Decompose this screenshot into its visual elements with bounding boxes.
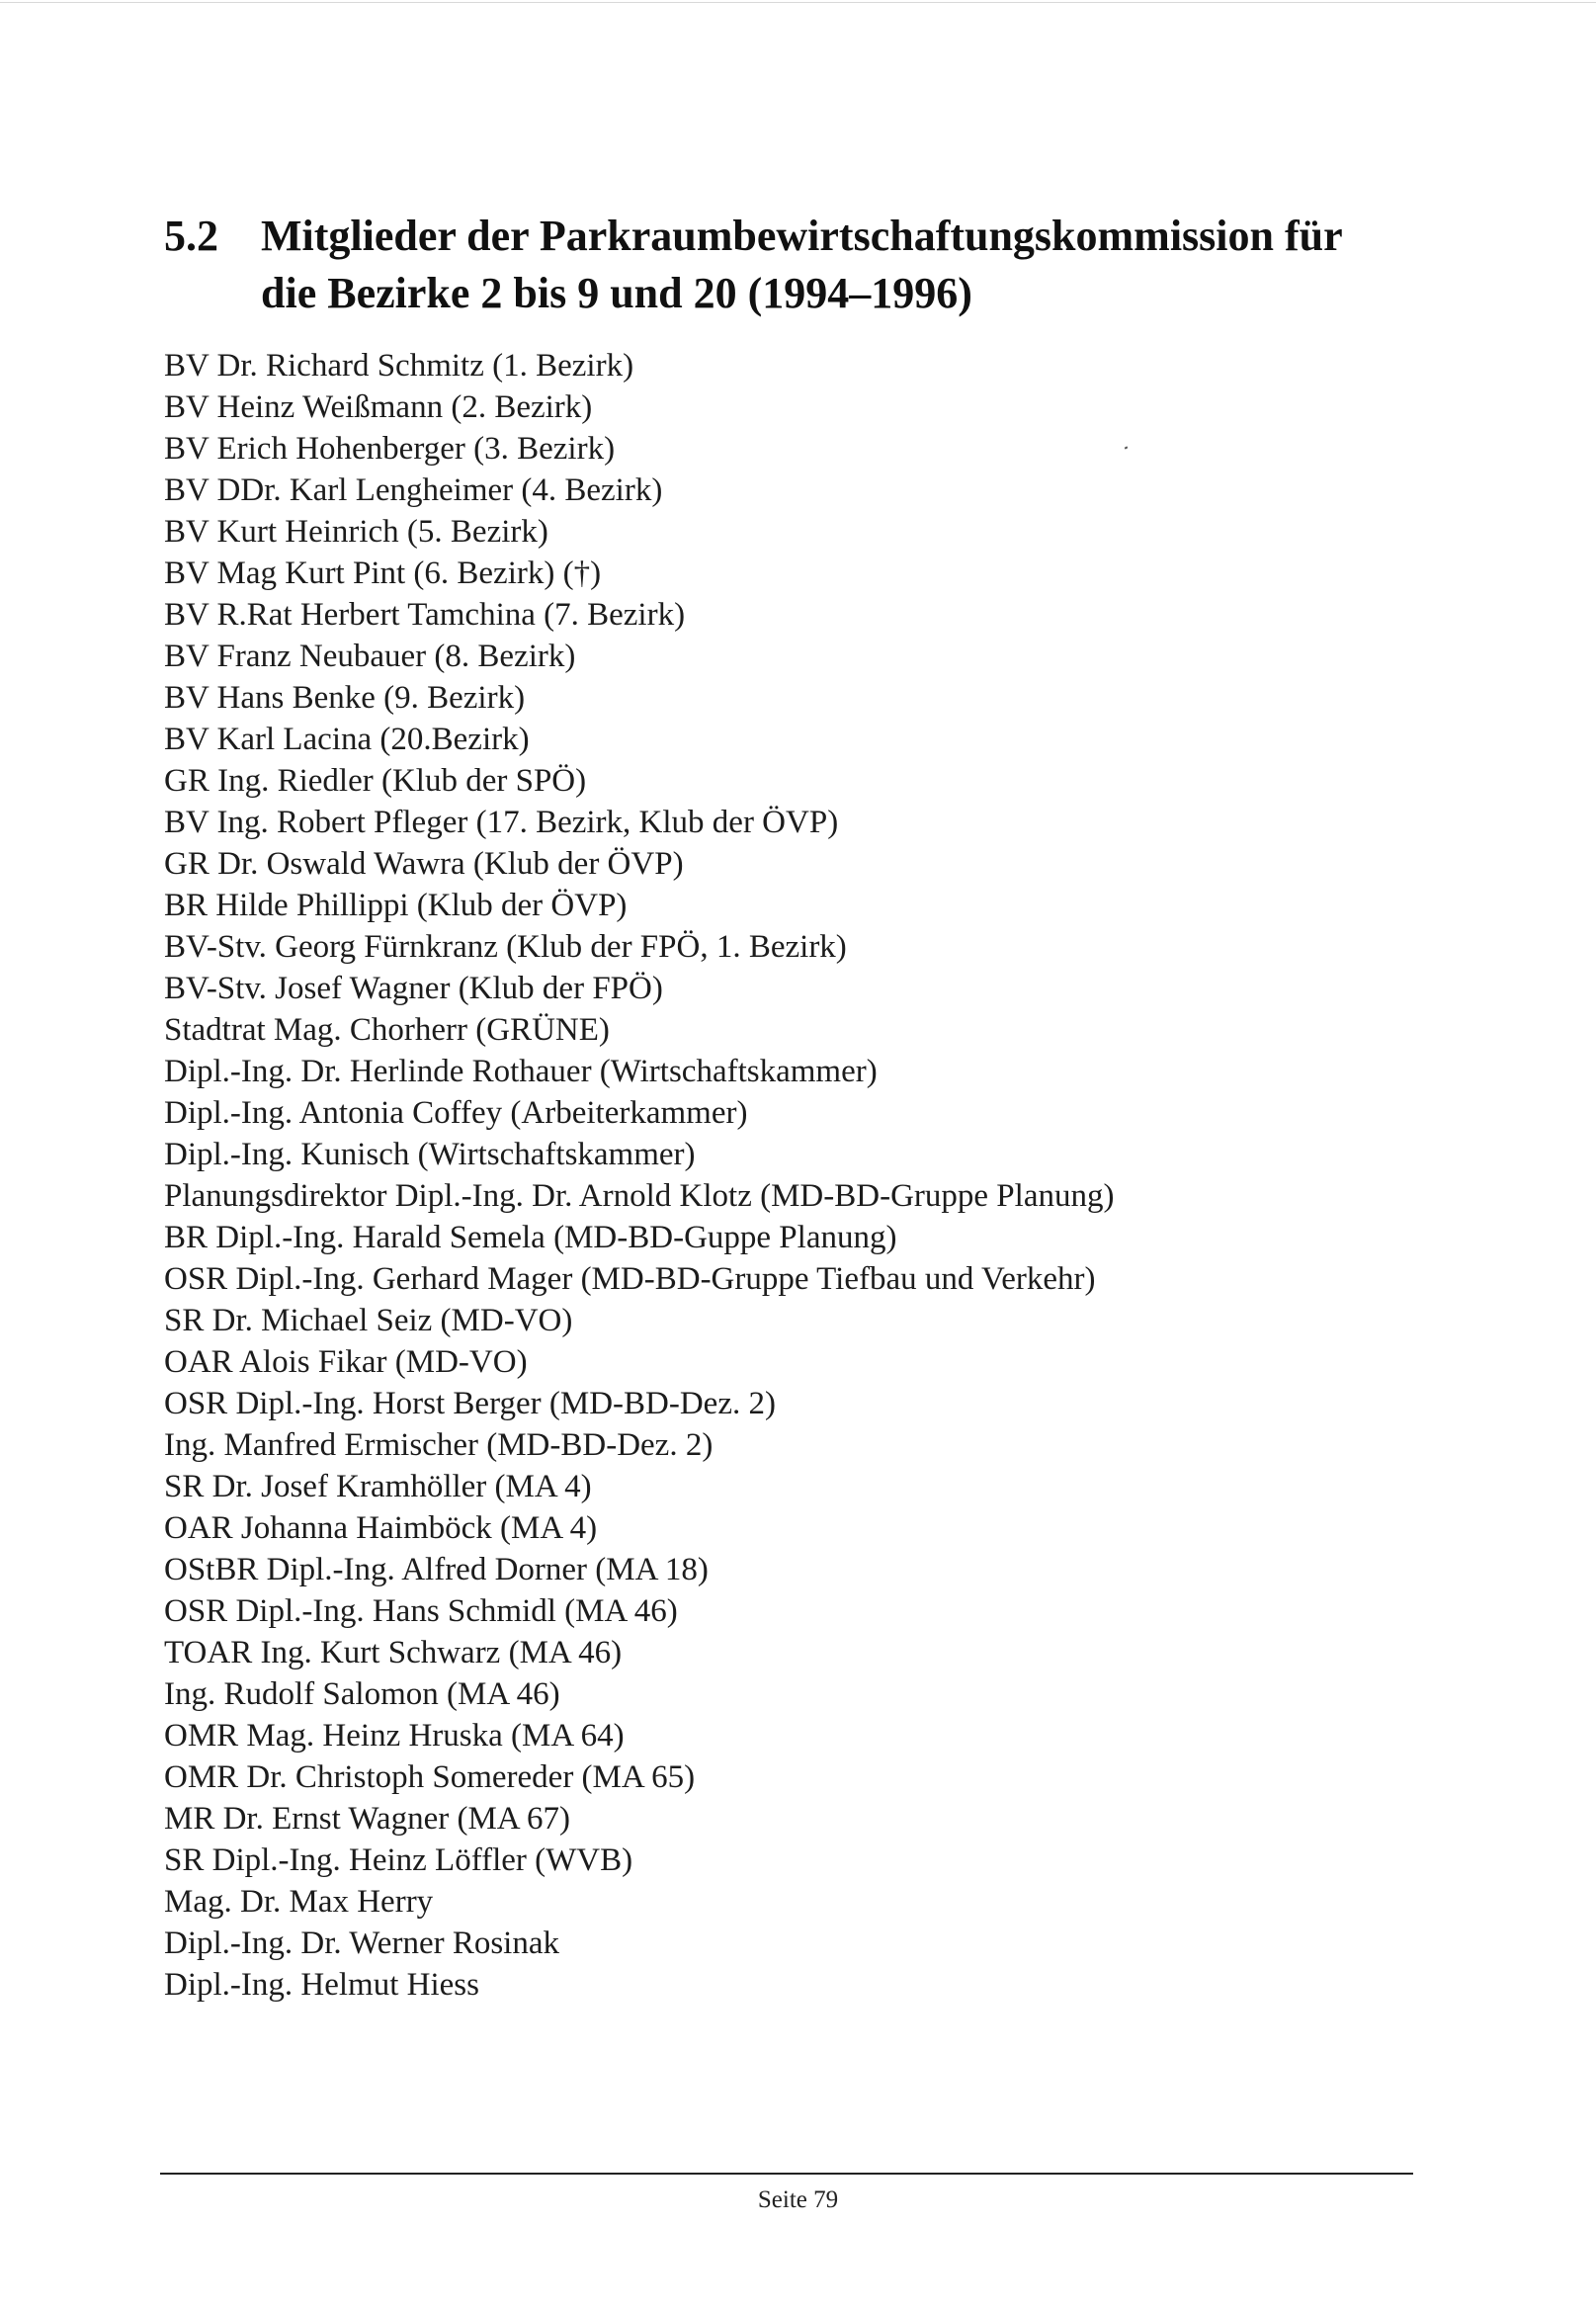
top-edge-rule: [0, 2, 1596, 3]
member-entry: BV-Stv. Josef Wagner (Klub der FPÖ): [164, 971, 663, 1006]
member-entry: OStBR Dipl.-Ing. Alfred Dorner (MA 18): [164, 1552, 709, 1587]
member-entry: OAR Alois Fikar (MD-VO): [164, 1344, 528, 1380]
member-entry: Planungsdirektor Dipl.-Ing. Dr. Arnold Klotz (MD-BD-Gruppe Planung): [164, 1178, 1115, 1214]
member-entry: Dipl.-Ing. Helmut Hiess: [164, 1967, 479, 2003]
member-entry: BV R.Rat Herbert Tamchina (7. Bezirk): [164, 597, 686, 633]
section-number: 5.2: [164, 212, 218, 260]
section-title-line-2: die Bezirke 2 bis 9 und 20 (1994–1996): [261, 269, 972, 317]
member-entry: Stadtrat Mag. Chorherr (GRÜNE): [164, 1012, 610, 1048]
member-entry: BV Hans Benke (9. Bezirk): [164, 680, 526, 716]
member-entry: GR Ing. Riedler (Klub der SPÖ): [164, 763, 587, 799]
member-entry: Dipl.-Ing. Dr. Herlinde Rothauer (Wirtschaftskammer): [164, 1054, 878, 1089]
member-entry: BV Franz Neubauer (8. Bezirk): [164, 639, 576, 674]
member-entry: MR Dr. Ernst Wagner (MA 67): [164, 1801, 571, 1837]
member-entry: BV Dr. Richard Schmitz (1. Bezirk): [164, 348, 634, 384]
section-title-line-1: Mitglieder der Parkraumbewirtschaftungskommission für: [261, 212, 1343, 260]
member-entry: BV Karl Lacina (20.Bezirk): [164, 722, 530, 757]
member-entry: OAR Johanna Haimböck (MA 4): [164, 1510, 598, 1546]
member-entry: SR Dipl.-Ing. Heinz Löffler (WVB): [164, 1842, 633, 1878]
member-entry: OSR Dipl.-Ing. Gerhard Mager (MD-BD-Gruppe Tiefbau und Verkehr): [164, 1261, 1096, 1297]
member-entry: BV DDr. Karl Lengheimer (4. Bezirk): [164, 472, 663, 508]
member-entry: BR Dipl.-Ing. Harald Semela (MD-BD-Guppe Planung): [164, 1220, 897, 1255]
member-entry: OMR Mag. Heinz Hruska (MA 64): [164, 1718, 625, 1754]
member-entry: OSR Dipl.-Ing. Horst Berger (MD-BD-Dez. 2): [164, 1386, 776, 1421]
member-entry: BV Ing. Robert Pfleger (17. Bezirk, Klub der ÖVP): [164, 805, 839, 840]
member-entry: BV Mag Kurt Pint (6. Bezirk) (†): [164, 556, 602, 591]
member-entry: BR Hilde Phillippi (Klub der ÖVP): [164, 888, 628, 923]
member-entry: BV-Stv. Georg Fürnkranz (Klub der FPÖ, 1. Bezirk): [164, 929, 847, 965]
member-list: [164, 345, 1114, 2006]
member-entry: BV Kurt Heinrich (5. Bezirk): [164, 514, 548, 550]
member-entry: GR Dr. Oswald Wawra (Klub der ÖVP): [164, 846, 684, 882]
page-number: Seite 79: [757, 2186, 839, 2213]
member-entry: SR Dr. Michael Seiz (MD-VO): [164, 1303, 573, 1338]
member-entry: Dipl.-Ing. Antonia Coffey (Arbeiterkammer): [164, 1095, 748, 1131]
member-entry: BV Heinz Weißmann (2. Bezirk): [164, 389, 593, 425]
footer-rule: [160, 2173, 1413, 2175]
member-entry: Dipl.-Ing. Kunisch (Wirtschaftskammer): [164, 1137, 696, 1172]
section-heading: [164, 208, 1449, 322]
member-entry: Dipl.-Ing. Dr. Werner Rosinak: [164, 1926, 559, 1961]
member-entry: SR Dr. Josef Kramhöller (MA 4): [164, 1469, 592, 1504]
member-entry: OSR Dipl.-Ing. Hans Schmidl (MA 46): [164, 1593, 678, 1629]
scan-speck: [1125, 446, 1129, 449]
member-entry: TOAR Ing. Kurt Schwarz (MA 46): [164, 1635, 623, 1670]
member-entry: Ing. Manfred Ermischer (MD-BD-Dez. 2): [164, 1427, 714, 1463]
member-entry: Mag. Dr. Max Herry: [164, 1884, 434, 1920]
member-entry: BV Erich Hohenberger (3. Bezirk): [164, 431, 616, 467]
member-entry: Ing. Rudolf Salomon (MA 46): [164, 1676, 560, 1712]
member-entry: OMR Dr. Christoph Somereder (MA 65): [164, 1759, 696, 1795]
